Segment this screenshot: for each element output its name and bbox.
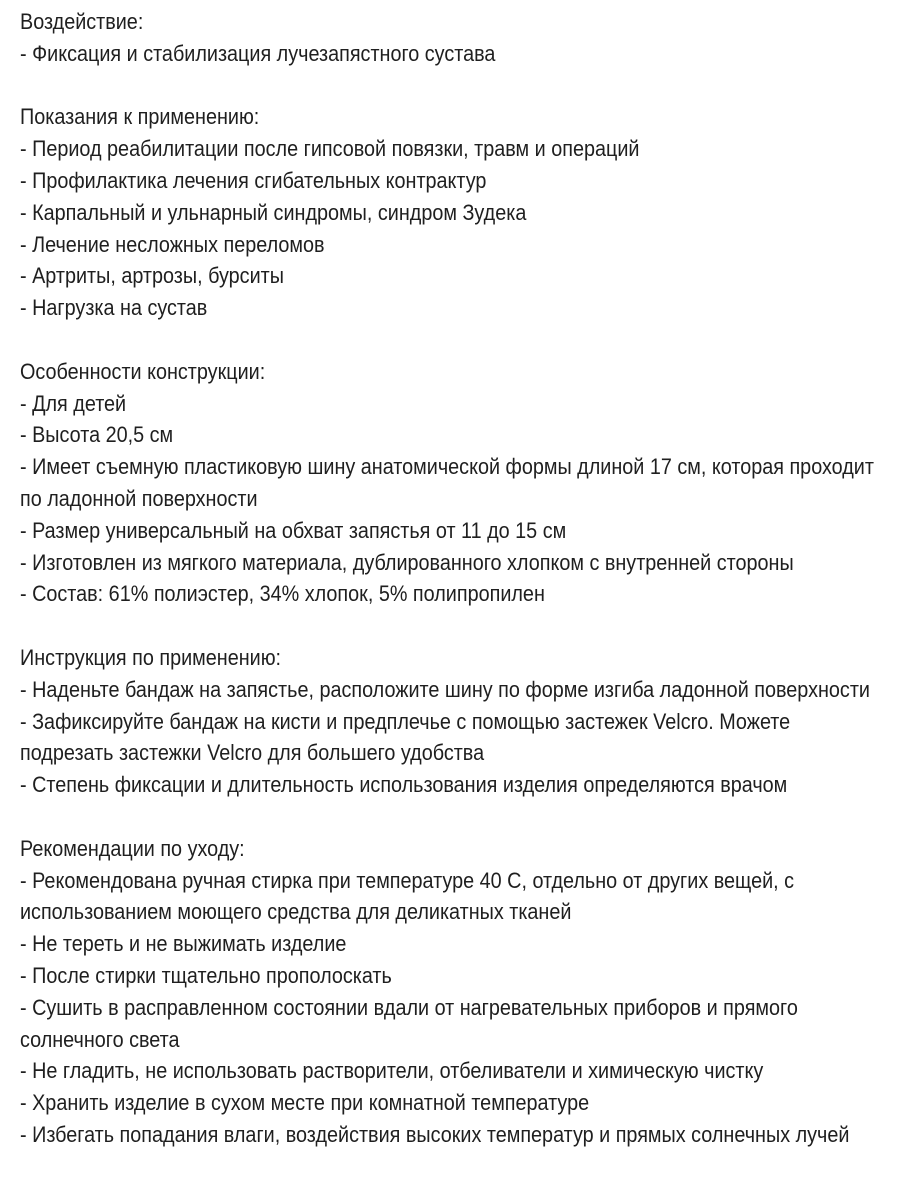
list-item: - Степень фиксации и длительность использования изделия определяются врачом [20, 772, 788, 798]
list-item: - Высота 20,5 см [20, 422, 174, 448]
list-item: - Профилактика лечения сгибательных контрактур [20, 167, 487, 193]
list-item: - Имеет съемную пластиковую шину анатомической формы длиной 17 см, которая проходит по ладонной поверхности [20, 454, 874, 511]
list-item: - Наденьте бандаж на запястье, расположите шину по форме изгиба ладонной поверхности [20, 676, 870, 702]
list-item: - Зафиксируйте бандаж на кисти и предплечье с помощью застежек Velcro. Можете подрезать застежки Velcro для большего удобства [20, 708, 791, 766]
list-item: - Хранить изделие в сухом месте при комнатной температуре [20, 1090, 590, 1116]
list-item: - Избегать попадания влаги, воздействия высоких температур и прямых солнечных лучей [20, 1121, 850, 1147]
section-effect [20, 6, 880, 70]
list-item: - Карпальный и ульнарный синдромы, синдром Зудека [20, 199, 527, 225]
document-body [20, 6, 880, 1151]
section-heading: Показания к применению: [20, 104, 260, 130]
list-item: - Нагрузка на сустав [20, 295, 208, 321]
list-item: - Период реабилитации после гипсовой повязки, травм и операций [20, 136, 640, 162]
section-heading: Инструкция по применению: [20, 644, 282, 670]
list-item: - После стирки тщательно прополоскать [20, 962, 392, 988]
list-item: - Лечение несложных переломов [20, 231, 325, 257]
list-item: - Не гладить, не использовать растворители, отбеливатели и химическую чистку [20, 1058, 764, 1084]
section-heading: Рекомендации по уходу: [20, 835, 245, 861]
section-instructions [20, 642, 880, 801]
list-item: - Фиксация и стабилизация лучезапястного сустава [20, 40, 496, 66]
section-design-features [20, 356, 880, 610]
section-care [20, 833, 880, 1151]
list-item: - Состав: 61% полиэстер, 34% хлопок, 5% полипропилен [20, 581, 545, 607]
list-item: - Рекомендована ручная стирка при температуре 40 С, отдельно от других вещей, с использованием моющего средства для деликатных тканей [20, 867, 795, 925]
section-heading: Особенности конструкции: [20, 358, 266, 384]
list-item: - Артриты, артрозы, бурситы [20, 263, 284, 289]
list-item: - Для детей [20, 390, 127, 416]
section-indications [20, 101, 880, 324]
section-heading: Воздействие: [20, 9, 144, 34]
list-item: - Изготовлен из мягкого материала, дублированного хлопком с внутренней стороны [20, 549, 794, 575]
list-item: - Сушить в расправленном состоянии вдали от нагревательных приборов и прямого солнечного света [20, 994, 798, 1052]
list-item: - Размер универсальный на обхват запястья от 11 до 15 см [20, 517, 567, 543]
list-item: - Не тереть и не выжимать изделие [20, 931, 347, 957]
